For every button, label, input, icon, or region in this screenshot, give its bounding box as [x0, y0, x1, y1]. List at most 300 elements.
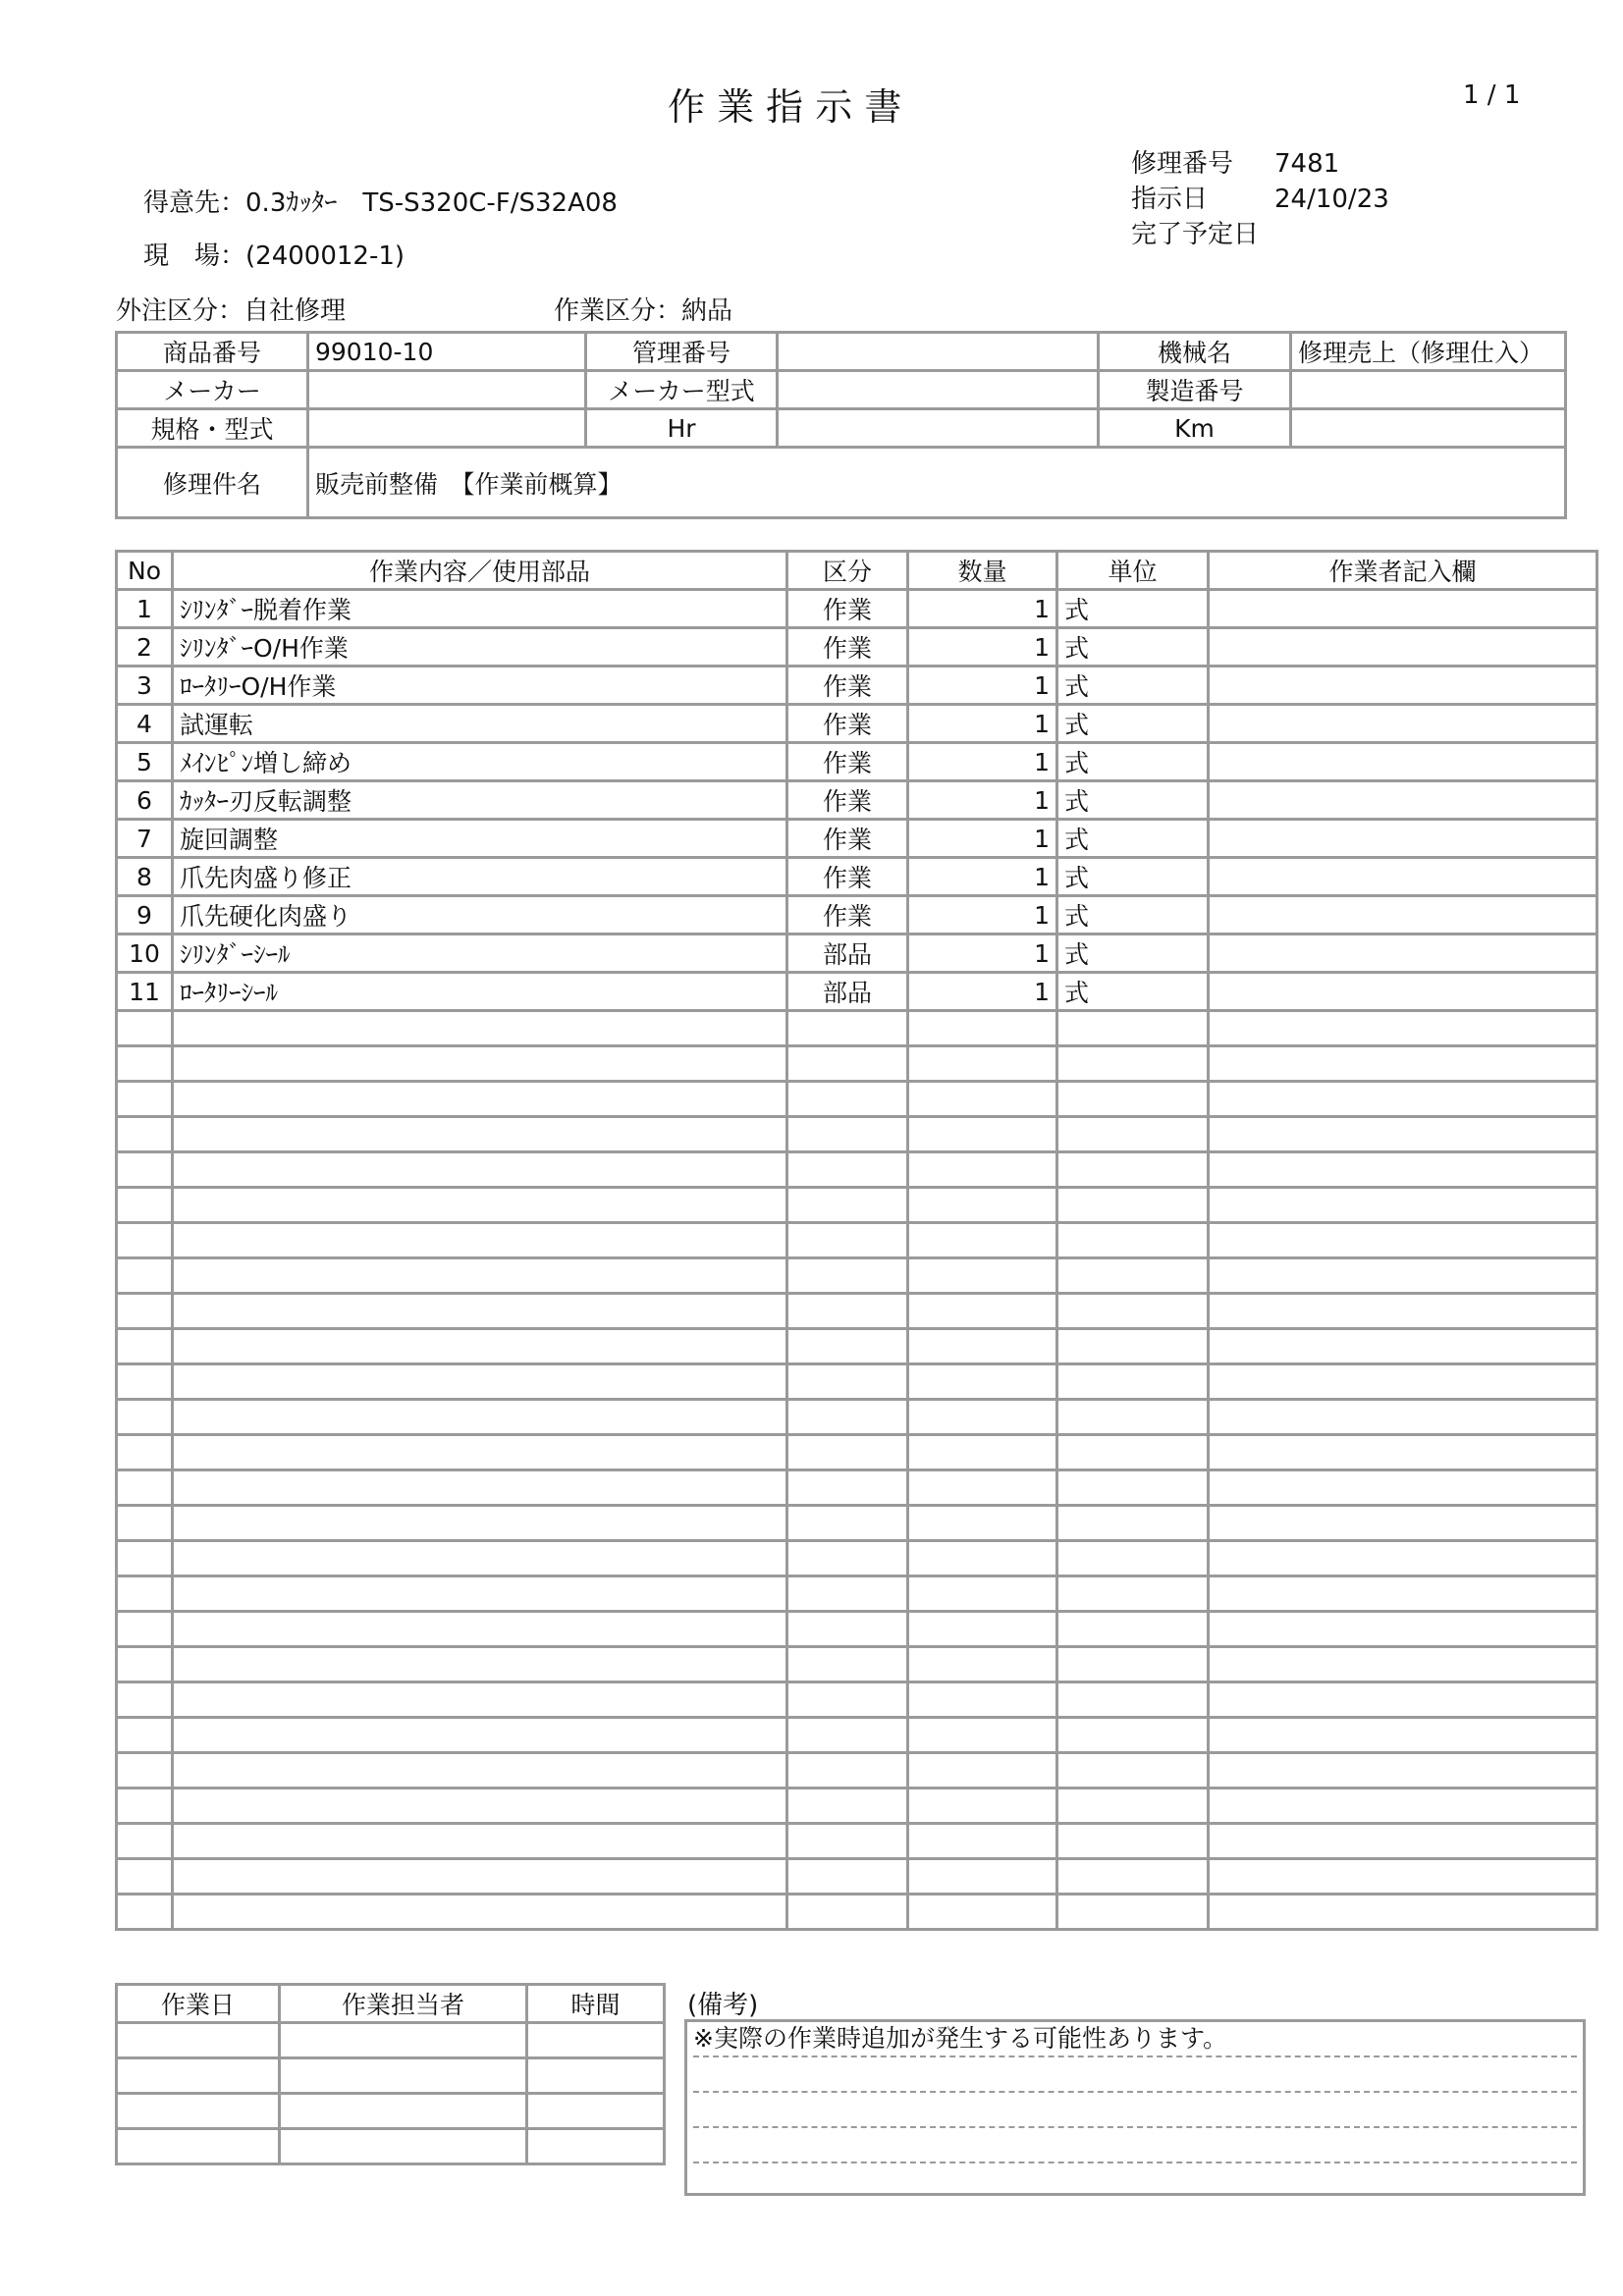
log-date	[117, 2058, 280, 2094]
row-content	[173, 1364, 787, 1400]
row-qty	[908, 1223, 1057, 1258]
row-type	[787, 1682, 908, 1718]
remarks-line: ※実際の作業時追加が発生する可能性あります。	[693, 2022, 1577, 2057]
row-qty: 1	[908, 628, 1057, 667]
col-worker: 作業担当者	[280, 1985, 527, 2023]
row-no	[117, 1753, 173, 1789]
table-row	[117, 1789, 1597, 1824]
row-type: 作業	[787, 743, 908, 781]
repair-no-label: 修理番号	[1131, 149, 1234, 179]
row-content: 爪先硬化肉盛り	[173, 896, 787, 934]
row-content: 試運転	[173, 705, 787, 743]
row-qty	[908, 1859, 1057, 1895]
row-worker-notes	[1209, 1435, 1597, 1470]
row-worker-notes	[1209, 590, 1597, 628]
row-qty	[908, 1400, 1057, 1435]
row-type: 部品	[787, 934, 908, 973]
site-value: (2400012-1)	[245, 241, 406, 271]
row-no	[117, 1647, 173, 1682]
row-no	[117, 1789, 173, 1824]
row-no: 2	[117, 628, 173, 667]
row-unit: 式	[1057, 858, 1209, 896]
row-worker-notes	[1209, 1753, 1597, 1789]
row-worker-notes	[1209, 1188, 1597, 1223]
instruction-date-label: 指示日	[1131, 185, 1209, 214]
row-unit	[1057, 1188, 1209, 1223]
table-row	[117, 1682, 1597, 1718]
col-no: No	[117, 552, 173, 590]
row-worker-notes	[1209, 1400, 1597, 1435]
col-unit: 単位	[1057, 552, 1209, 590]
product-no: 99010-10	[308, 333, 586, 371]
row-type: 作業	[787, 896, 908, 934]
log-time	[527, 2058, 665, 2094]
row-type	[787, 1789, 908, 1824]
row-unit	[1057, 1576, 1209, 1612]
work-type: 作業区分：納品	[554, 296, 733, 326]
serial-label: 製造番号	[1099, 371, 1291, 409]
row-worker-notes	[1209, 934, 1597, 973]
row-unit	[1057, 1364, 1209, 1400]
table-row	[117, 1152, 1597, 1188]
row-worker-notes	[1209, 1718, 1597, 1753]
spec-label: 規格・型式	[117, 409, 308, 448]
log-date	[117, 2129, 280, 2164]
log-date	[117, 2094, 280, 2129]
row-qty: 1	[908, 743, 1057, 781]
row-content	[173, 1046, 787, 1082]
work-log-row	[117, 2023, 665, 2058]
table-row	[117, 667, 1597, 705]
row-qty	[908, 1718, 1057, 1753]
table-row	[117, 628, 1597, 667]
row-no	[117, 1541, 173, 1576]
row-qty: 1	[908, 781, 1057, 820]
km-value	[1291, 409, 1566, 448]
table-row	[117, 934, 1597, 973]
row-type	[787, 1011, 908, 1046]
row-worker-notes	[1209, 858, 1597, 896]
table-row	[117, 1895, 1597, 1930]
row-worker-notes	[1209, 1329, 1597, 1364]
row-content	[173, 1294, 787, 1329]
work-log-row	[117, 2094, 665, 2129]
table-row	[117, 1859, 1597, 1895]
row-unit: 式	[1057, 973, 1209, 1011]
row-no	[117, 1223, 173, 1258]
outsource-type: 外注区分：自社修理	[116, 296, 347, 326]
row-type	[787, 1435, 908, 1470]
table-row	[117, 896, 1597, 934]
row-worker-notes	[1209, 1541, 1597, 1576]
row-content: ｼﾘﾝﾀﾞｰ脱着作業	[173, 590, 787, 628]
table-row	[117, 1470, 1597, 1506]
customer-line	[143, 190, 618, 216]
table-row	[117, 1400, 1597, 1435]
table-row	[117, 1046, 1597, 1082]
page-number: 1 / 1	[1463, 80, 1521, 110]
log-worker	[280, 2094, 527, 2129]
row-qty: 1	[908, 973, 1057, 1011]
row-unit	[1057, 1541, 1209, 1576]
row-qty: 1	[908, 590, 1057, 628]
maker	[308, 371, 586, 409]
row-type	[787, 1718, 908, 1753]
row-qty	[908, 1082, 1057, 1117]
table-row	[117, 1082, 1597, 1117]
work-log-table	[115, 1983, 666, 2165]
row-qty	[908, 1258, 1057, 1294]
row-unit: 式	[1057, 743, 1209, 781]
row-unit	[1057, 1824, 1209, 1859]
row-qty	[908, 1753, 1057, 1789]
work-log-row	[117, 2058, 665, 2094]
row-qty: 1	[908, 934, 1057, 973]
row-worker-notes	[1209, 1506, 1597, 1541]
row-qty	[908, 1188, 1057, 1223]
row-worker-notes	[1209, 743, 1597, 781]
row-no	[117, 1011, 173, 1046]
info-table	[115, 331, 1567, 519]
row-type	[787, 1152, 908, 1188]
row-no: 5	[117, 743, 173, 781]
table-row	[117, 1188, 1597, 1223]
row-no	[117, 1576, 173, 1612]
row-type	[787, 1506, 908, 1541]
table-row	[117, 781, 1597, 820]
col-type: 区分	[787, 552, 908, 590]
row-no: 7	[117, 820, 173, 858]
row-qty: 1	[908, 705, 1057, 743]
row-no	[117, 1082, 173, 1117]
row-unit	[1057, 1470, 1209, 1506]
row-qty	[908, 1541, 1057, 1576]
row-content: ｼﾘﾝﾀﾞｰｼｰﾙ	[173, 934, 787, 973]
row-content: ﾛｰﾀﾘｰO/H作業	[173, 667, 787, 705]
row-type	[787, 1753, 908, 1789]
row-unit	[1057, 1612, 1209, 1647]
row-type	[787, 1329, 908, 1364]
document-title: 作 業 指 示 書	[668, 85, 902, 129]
table-row	[117, 1753, 1597, 1789]
row-no	[117, 1117, 173, 1152]
row-no	[117, 1435, 173, 1470]
row-no	[117, 1718, 173, 1753]
row-worker-notes	[1209, 1117, 1597, 1152]
row-content: ｶｯﾀｰ刃反転調整	[173, 781, 787, 820]
spec	[308, 409, 586, 448]
row-content	[173, 1152, 787, 1188]
km-label: Km	[1099, 409, 1291, 448]
row-qty	[908, 1435, 1057, 1470]
row-content	[173, 1117, 787, 1152]
row-no	[117, 1400, 173, 1435]
instruction-date: 24/10/23	[1274, 185, 1389, 214]
row-unit	[1057, 1718, 1209, 1753]
log-worker	[280, 2058, 527, 2094]
row-type	[787, 1400, 908, 1435]
row-worker-notes	[1209, 1011, 1597, 1046]
row-content	[173, 1718, 787, 1753]
row-content: ﾛｰﾀﾘｰｼｰﾙ	[173, 973, 787, 1011]
row-qty	[908, 1824, 1057, 1859]
row-unit	[1057, 1647, 1209, 1682]
row-unit	[1057, 1895, 1209, 1930]
mgmt-no	[778, 333, 1099, 371]
row-no	[117, 1682, 173, 1718]
row-qty	[908, 1895, 1057, 1930]
site-line	[143, 243, 405, 269]
row-worker-notes	[1209, 1364, 1597, 1400]
row-content	[173, 1647, 787, 1682]
row-unit: 式	[1057, 781, 1209, 820]
row-no	[117, 1258, 173, 1294]
row-unit: 式	[1057, 820, 1209, 858]
log-worker	[280, 2129, 527, 2164]
row-qty	[908, 1364, 1057, 1400]
table-row	[117, 858, 1597, 896]
table-row	[117, 1435, 1597, 1470]
row-unit	[1057, 1435, 1209, 1470]
row-type: 作業	[787, 590, 908, 628]
row-unit	[1057, 1046, 1209, 1082]
row-unit	[1057, 1753, 1209, 1789]
remarks-line	[693, 2057, 1577, 2093]
hr-value	[778, 409, 1099, 448]
row-worker-notes	[1209, 1576, 1597, 1612]
row-worker-notes	[1209, 896, 1597, 934]
table-row	[117, 1506, 1597, 1541]
row-content	[173, 1329, 787, 1364]
row-qty	[908, 1576, 1057, 1612]
row-no	[117, 1364, 173, 1400]
serial-no	[1291, 371, 1566, 409]
row-type: 部品	[787, 973, 908, 1011]
remarks-box	[684, 2019, 1586, 2196]
row-content	[173, 1541, 787, 1576]
table-row	[117, 590, 1597, 628]
row-no: 3	[117, 667, 173, 705]
log-time	[527, 2129, 665, 2164]
row-no	[117, 1824, 173, 1859]
row-unit: 式	[1057, 705, 1209, 743]
table-row	[117, 1647, 1597, 1682]
row-content	[173, 1789, 787, 1824]
row-unit: 式	[1057, 628, 1209, 667]
row-content	[173, 1400, 787, 1435]
row-content	[173, 1612, 787, 1647]
row-qty	[908, 1294, 1057, 1329]
col-time: 時間	[527, 1985, 665, 2023]
col-qty: 数量	[908, 552, 1057, 590]
row-worker-notes	[1209, 781, 1597, 820]
table-row	[117, 1258, 1597, 1294]
row-unit	[1057, 1082, 1209, 1117]
row-qty	[908, 1789, 1057, 1824]
row-type	[787, 1188, 908, 1223]
row-qty	[908, 1612, 1057, 1647]
col-content: 作業内容／使用部品	[173, 552, 787, 590]
table-row	[117, 1576, 1597, 1612]
row-unit	[1057, 1223, 1209, 1258]
row-no	[117, 1152, 173, 1188]
row-qty	[908, 1046, 1057, 1082]
row-worker-notes	[1209, 1682, 1597, 1718]
work-table-header	[117, 552, 1597, 590]
remarks-label: (備考)	[687, 1991, 759, 2020]
row-qty	[908, 1117, 1057, 1152]
row-no	[117, 1859, 173, 1895]
row-type	[787, 1541, 908, 1576]
row-type: 作業	[787, 667, 908, 705]
row-type	[787, 1117, 908, 1152]
row-type	[787, 1364, 908, 1400]
row-no: 8	[117, 858, 173, 896]
row-unit	[1057, 1400, 1209, 1435]
table-row	[117, 1117, 1597, 1152]
subject: 販売前整備 【作業前概算】	[308, 448, 1566, 518]
machine-label: 機械名	[1099, 333, 1291, 371]
row-no: 11	[117, 973, 173, 1011]
row-qty: 1	[908, 858, 1057, 896]
row-content	[173, 1682, 787, 1718]
table-row	[117, 1223, 1597, 1258]
table-row	[117, 820, 1597, 858]
row-content	[173, 1470, 787, 1506]
table-row	[117, 1329, 1597, 1364]
row-worker-notes	[1209, 1789, 1597, 1824]
row-type	[787, 1046, 908, 1082]
row-no	[117, 1895, 173, 1930]
log-date	[117, 2023, 280, 2058]
row-unit	[1057, 1152, 1209, 1188]
row-content: 旋回調整	[173, 820, 787, 858]
row-content	[173, 1895, 787, 1930]
row-worker-notes	[1209, 1895, 1597, 1930]
table-row	[117, 705, 1597, 743]
subject-label: 修理件名	[117, 448, 308, 518]
row-no: 6	[117, 781, 173, 820]
col-worker-notes: 作業者記入欄	[1209, 552, 1597, 590]
mgmt-no-label: 管理番号	[586, 333, 778, 371]
row-content: 爪先肉盛り修正	[173, 858, 787, 896]
row-type	[787, 1258, 908, 1294]
row-worker-notes	[1209, 1647, 1597, 1682]
row-worker-notes	[1209, 1258, 1597, 1294]
row-no	[117, 1046, 173, 1082]
row-content	[173, 1258, 787, 1294]
row-worker-notes	[1209, 1612, 1597, 1647]
row-worker-notes	[1209, 1859, 1597, 1895]
row-type	[787, 1647, 908, 1682]
row-qty: 1	[908, 896, 1057, 934]
table-row	[117, 973, 1597, 1011]
table-row	[117, 1364, 1597, 1400]
remarks-line	[693, 2093, 1577, 2128]
maker-model-label: メーカー型式	[586, 371, 778, 409]
row-qty	[908, 1647, 1057, 1682]
row-worker-notes	[1209, 628, 1597, 667]
table-row	[117, 1612, 1597, 1647]
work-table	[115, 550, 1598, 1931]
row-qty	[908, 1152, 1057, 1188]
row-content: ﾒｲﾝﾋﾟﾝ増し締め	[173, 743, 787, 781]
row-no: 10	[117, 934, 173, 973]
row-no	[117, 1612, 173, 1647]
row-unit: 式	[1057, 896, 1209, 934]
row-content	[173, 1859, 787, 1895]
repair-no: 7481	[1274, 149, 1340, 179]
work-log-row	[117, 2129, 665, 2164]
table-row	[117, 1824, 1597, 1859]
maker-model	[778, 371, 1099, 409]
row-type: 作業	[787, 705, 908, 743]
row-unit	[1057, 1682, 1209, 1718]
row-worker-notes	[1209, 705, 1597, 743]
row-qty	[908, 1011, 1057, 1046]
row-type	[787, 1895, 908, 1930]
row-type	[787, 1082, 908, 1117]
row-worker-notes	[1209, 1294, 1597, 1329]
row-unit	[1057, 1789, 1209, 1824]
row-content	[173, 1576, 787, 1612]
log-time	[527, 2023, 665, 2058]
row-qty	[908, 1329, 1057, 1364]
row-unit: 式	[1057, 667, 1209, 705]
row-type: 作業	[787, 858, 908, 896]
row-worker-notes	[1209, 1046, 1597, 1082]
row-type	[787, 1824, 908, 1859]
row-content	[173, 1188, 787, 1223]
row-worker-notes	[1209, 1824, 1597, 1859]
row-unit: 式	[1057, 590, 1209, 628]
customer-label: 得意先：	[143, 188, 246, 218]
table-row	[117, 1294, 1597, 1329]
row-type	[787, 1859, 908, 1895]
row-unit	[1057, 1258, 1209, 1294]
row-unit	[1057, 1859, 1209, 1895]
log-time	[527, 2094, 665, 2129]
row-no	[117, 1329, 173, 1364]
row-no	[117, 1470, 173, 1506]
row-content	[173, 1011, 787, 1046]
row-type: 作業	[787, 820, 908, 858]
row-qty	[908, 1506, 1057, 1541]
row-unit	[1057, 1117, 1209, 1152]
row-worker-notes	[1209, 1082, 1597, 1117]
row-worker-notes	[1209, 820, 1597, 858]
col-work-date: 作業日	[117, 1985, 280, 2023]
row-type	[787, 1223, 908, 1258]
row-no	[117, 1294, 173, 1329]
machine-name: 修理売上（修理仕入）	[1291, 333, 1566, 371]
row-content	[173, 1753, 787, 1789]
row-content	[173, 1435, 787, 1470]
table-row	[117, 1541, 1597, 1576]
row-unit	[1057, 1506, 1209, 1541]
row-no	[117, 1188, 173, 1223]
row-unit	[1057, 1011, 1209, 1046]
row-qty: 1	[908, 667, 1057, 705]
row-content	[173, 1824, 787, 1859]
row-no: 9	[117, 896, 173, 934]
row-no	[117, 1506, 173, 1541]
row-content	[173, 1082, 787, 1117]
hr-label: Hr	[586, 409, 778, 448]
row-type	[787, 1470, 908, 1506]
row-unit	[1057, 1329, 1209, 1364]
site-label: 現 場：	[143, 241, 246, 271]
